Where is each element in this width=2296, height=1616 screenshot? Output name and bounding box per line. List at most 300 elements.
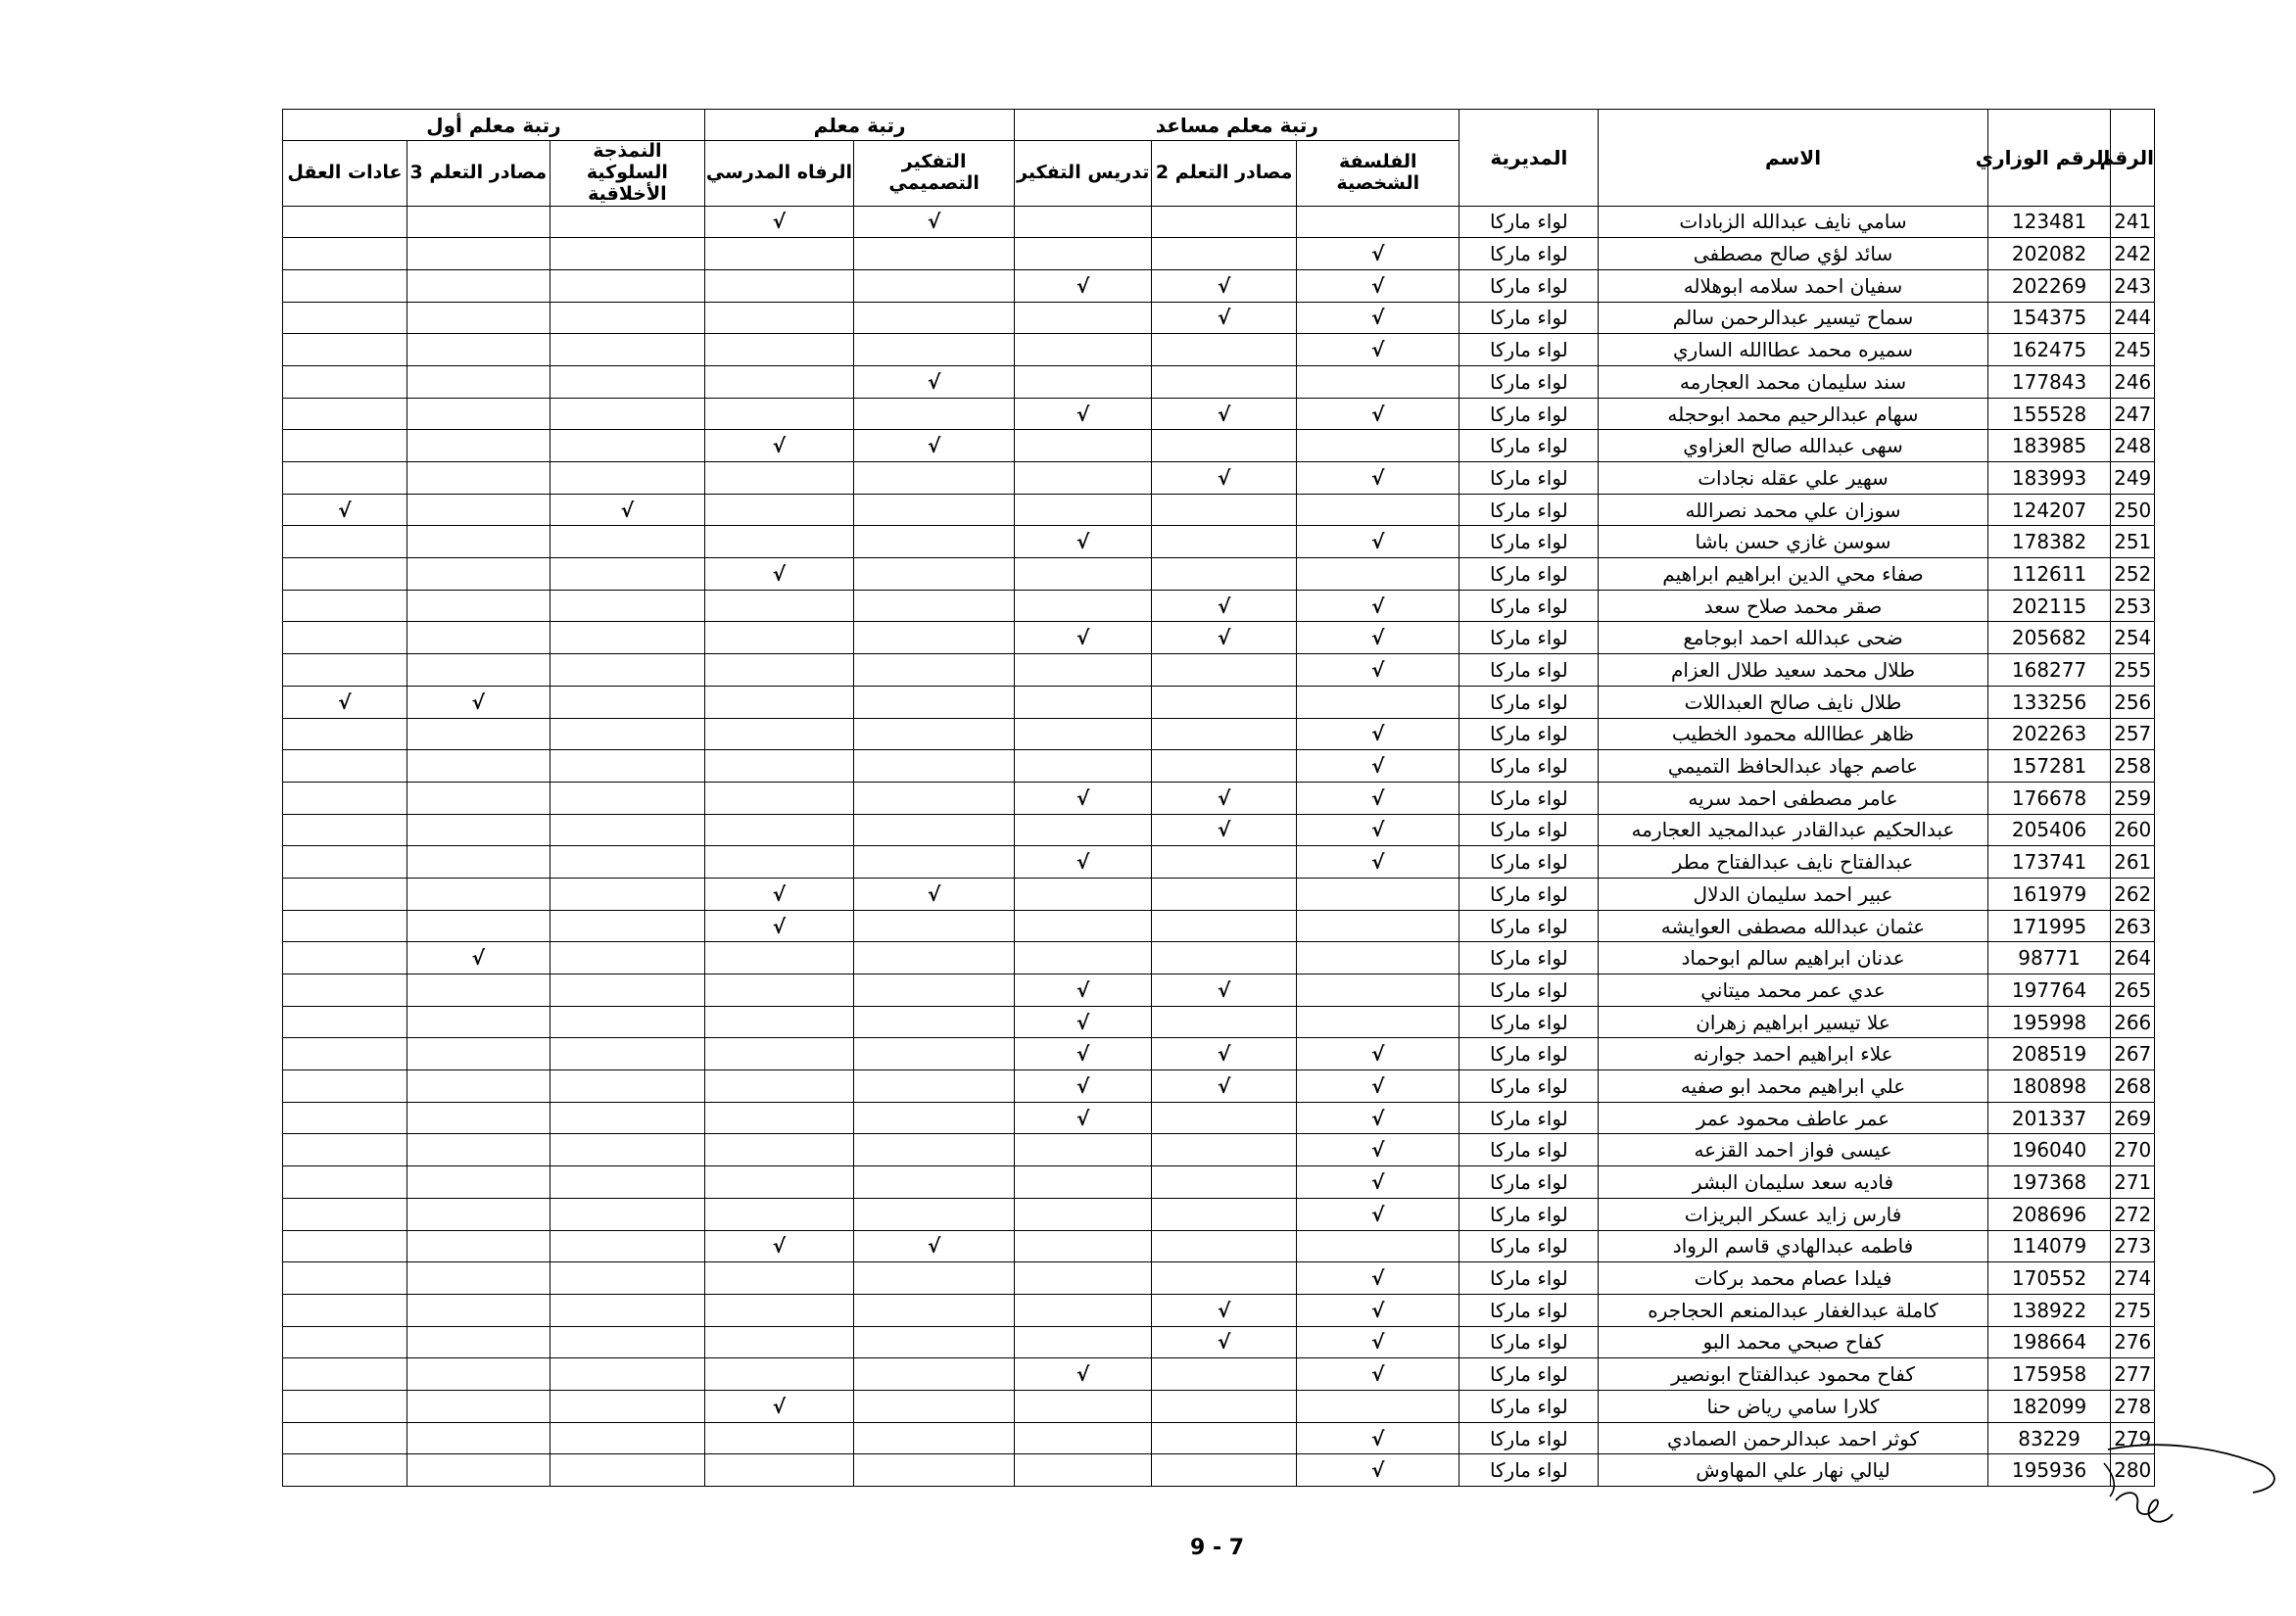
- cell-habits-of-mind: [283, 1102, 407, 1134]
- cell-number: 257: [2111, 718, 2155, 750]
- header-behavioral-modeling: النمذجة السلوكية الأخلاقية: [550, 141, 704, 207]
- cell-ministry-id: 195936: [1987, 1454, 2111, 1487]
- cell-ministry-id: 180898: [1987, 1070, 2111, 1103]
- cell-directorate: لواء ماركا: [1459, 206, 1599, 238]
- cell-directorate: لواء ماركا: [1459, 942, 1599, 974]
- cell-learning-resources-2: [1152, 430, 1297, 462]
- handwritten-signature: [2096, 1432, 2292, 1540]
- table-row: [283, 1454, 2155, 1487]
- table-row: [283, 686, 2155, 718]
- cell-learning-resources-3: [407, 878, 550, 910]
- cell-directorate: لواء ماركا: [1459, 238, 1599, 270]
- cell-habits-of-mind: [283, 1038, 407, 1070]
- cell-personal-philosophy: [1297, 910, 1459, 942]
- cell-directorate: لواء ماركا: [1459, 526, 1599, 558]
- cell-directorate: لواء ماركا: [1459, 782, 1599, 814]
- cell-learning-resources-3: [407, 1134, 550, 1166]
- cell-learning-resources-2: [1152, 334, 1297, 366]
- cell-design-thinking: [854, 782, 1015, 814]
- cell-school-wellbeing: [704, 686, 853, 718]
- table-row: [283, 1358, 2155, 1391]
- cell-name: طلال محمد سعيد طلال العزام: [1599, 654, 1987, 687]
- cell-name: سماح تيسير عبدالرحمن سالم: [1599, 302, 1987, 334]
- cell-teaching-thinking: [1015, 365, 1152, 398]
- cell-teaching-thinking: [1015, 718, 1152, 750]
- check-mark-personal-philosophy: √: [1297, 1262, 1459, 1295]
- cell-number: 258: [2111, 750, 2155, 783]
- cell-ministry-id: 195998: [1987, 1006, 2111, 1038]
- cell-directorate: لواء ماركا: [1459, 1038, 1599, 1070]
- cell-teaching-thinking: [1015, 1422, 1152, 1454]
- cell-number: 244: [2111, 302, 2155, 334]
- cell-learning-resources-3: [407, 1102, 550, 1134]
- cell-directorate: لواء ماركا: [1459, 302, 1599, 334]
- check-mark-learning-resources-2: √: [1152, 269, 1297, 302]
- cell-habits-of-mind: [283, 654, 407, 687]
- cell-number: 262: [2111, 878, 2155, 910]
- cell-ministry-id: 112611: [1987, 558, 2111, 591]
- cell-behavioral-modeling: [550, 462, 704, 495]
- header-group-first-teacher: رتبة معلم أول: [283, 110, 705, 141]
- check-mark-teaching-thinking: √: [1015, 269, 1152, 302]
- cell-behavioral-modeling: [550, 590, 704, 622]
- cell-name: عيسى فواز احمد القزعه: [1599, 1134, 1987, 1166]
- cell-number: 266: [2111, 1006, 2155, 1038]
- cell-teaching-thinking: [1015, 878, 1152, 910]
- cell-directorate: لواء ماركا: [1459, 1390, 1599, 1422]
- cell-teaching-thinking: [1015, 302, 1152, 334]
- cell-school-wellbeing: [704, 462, 853, 495]
- cell-number: 277: [2111, 1358, 2155, 1391]
- check-mark-teaching-thinking: √: [1015, 1038, 1152, 1070]
- cell-habits-of-mind: [283, 398, 407, 430]
- cell-number: 242: [2111, 238, 2155, 270]
- check-mark-learning-resources-2: √: [1152, 814, 1297, 846]
- cell-behavioral-modeling: [550, 526, 704, 558]
- table-row: [283, 974, 2155, 1007]
- header-name: الاسم: [1599, 110, 1987, 207]
- cell-behavioral-modeling: [550, 430, 704, 462]
- cell-behavioral-modeling: [550, 910, 704, 942]
- cell-habits-of-mind: [283, 1166, 407, 1199]
- cell-directorate: لواء ماركا: [1459, 1422, 1599, 1454]
- cell-name: صفاء محي الدين ابراهيم ابراهيم: [1599, 558, 1987, 591]
- check-mark-school-wellbeing: √: [704, 878, 853, 910]
- cell-school-wellbeing: [704, 1358, 853, 1391]
- cell-behavioral-modeling: [550, 269, 704, 302]
- check-mark-personal-philosophy: √: [1297, 398, 1459, 430]
- cell-personal-philosophy: [1297, 206, 1459, 238]
- cell-habits-of-mind: [283, 365, 407, 398]
- check-mark-learning-resources-2: √: [1152, 1070, 1297, 1103]
- cell-behavioral-modeling: [550, 334, 704, 366]
- cell-ministry-id: 197368: [1987, 1166, 2111, 1199]
- cell-learning-resources-3: [407, 1070, 550, 1103]
- cell-number: 256: [2111, 686, 2155, 718]
- cell-design-thinking: [854, 974, 1015, 1007]
- cell-directorate: لواء ماركا: [1459, 974, 1599, 1007]
- cell-personal-philosophy: [1297, 686, 1459, 718]
- cell-learning-resources-2: [1152, 1006, 1297, 1038]
- cell-teaching-thinking: [1015, 1166, 1152, 1199]
- header-group-teacher: رتبة معلم: [704, 110, 1014, 141]
- cell-learning-resources-2: [1152, 942, 1297, 974]
- check-mark-personal-philosophy: √: [1297, 654, 1459, 687]
- cell-ministry-id: 208519: [1987, 1038, 2111, 1070]
- cell-behavioral-modeling: [550, 1454, 704, 1487]
- cell-habits-of-mind: [283, 878, 407, 910]
- cell-number: 272: [2111, 1198, 2155, 1230]
- check-mark-personal-philosophy: √: [1297, 1358, 1459, 1391]
- cell-behavioral-modeling: [550, 878, 704, 910]
- table-row: [283, 1230, 2155, 1262]
- check-mark-personal-philosophy: √: [1297, 526, 1459, 558]
- cell-learning-resources-3: [407, 750, 550, 783]
- cell-behavioral-modeling: [550, 654, 704, 687]
- cell-habits-of-mind: [283, 334, 407, 366]
- cell-learning-resources-3: [407, 910, 550, 942]
- cell-ministry-id: 205682: [1987, 622, 2111, 654]
- cell-school-wellbeing: [704, 1294, 853, 1326]
- cell-habits-of-mind: [283, 1454, 407, 1487]
- check-mark-habits-of-mind: √: [283, 686, 407, 718]
- check-mark-school-wellbeing: √: [704, 910, 853, 942]
- cell-number: 265: [2111, 974, 2155, 1007]
- cell-school-wellbeing: [704, 302, 853, 334]
- cell-teaching-thinking: [1015, 590, 1152, 622]
- cell-behavioral-modeling: [550, 558, 704, 591]
- cell-behavioral-modeling: [550, 1198, 704, 1230]
- check-mark-learning-resources-3: √: [407, 942, 550, 974]
- check-mark-personal-philosophy: √: [1297, 1326, 1459, 1358]
- cell-teaching-thinking: [1015, 462, 1152, 495]
- cell-habits-of-mind: [283, 269, 407, 302]
- cell-name: سوسن غازي حسن باشا: [1599, 526, 1987, 558]
- cell-number: 250: [2111, 494, 2155, 526]
- cell-directorate: لواء ماركا: [1459, 1070, 1599, 1103]
- cell-behavioral-modeling: [550, 1166, 704, 1199]
- table-row: [283, 910, 2155, 942]
- cell-habits-of-mind: [283, 1358, 407, 1391]
- cell-learning-resources-3: [407, 718, 550, 750]
- cell-school-wellbeing: [704, 1006, 853, 1038]
- cell-learning-resources-3: [407, 398, 550, 430]
- cell-teaching-thinking: [1015, 430, 1152, 462]
- check-mark-teaching-thinking: √: [1015, 398, 1152, 430]
- cell-school-wellbeing: [704, 942, 853, 974]
- cell-name: فاطمه عبدالهادي قاسم الرواد: [1599, 1230, 1987, 1262]
- cell-teaching-thinking: [1015, 1198, 1152, 1230]
- cell-design-thinking: [854, 1038, 1015, 1070]
- cell-directorate: لواء ماركا: [1459, 1262, 1599, 1295]
- cell-school-wellbeing: [704, 1166, 853, 1199]
- cell-design-thinking: [854, 302, 1015, 334]
- cell-school-wellbeing: [704, 269, 853, 302]
- check-mark-learning-resources-2: √: [1152, 1294, 1297, 1326]
- cell-ministry-id: 161979: [1987, 878, 2111, 910]
- check-mark-learning-resources-2: √: [1152, 462, 1297, 495]
- cell-number: 259: [2111, 782, 2155, 814]
- cell-learning-resources-3: [407, 1038, 550, 1070]
- cell-design-thinking: [854, 238, 1015, 270]
- check-mark-teaching-thinking: √: [1015, 622, 1152, 654]
- check-mark-personal-philosophy: √: [1297, 750, 1459, 783]
- table-row: [283, 1038, 2155, 1070]
- table-row: [283, 1102, 2155, 1134]
- cell-school-wellbeing: [704, 814, 853, 846]
- cell-ministry-id: 98771: [1987, 942, 2111, 974]
- teachers-ranks-table: [282, 109, 2155, 1487]
- cell-personal-philosophy: [1297, 365, 1459, 398]
- cell-name: عمر عاطف محمود عمر: [1599, 1102, 1987, 1134]
- cell-name: سامي نايف عبدالله الزبادات: [1599, 206, 1987, 238]
- cell-learning-resources-2: [1152, 910, 1297, 942]
- cell-behavioral-modeling: [550, 1006, 704, 1038]
- header-school-wellbeing: الرفاه المدرسي: [704, 141, 853, 207]
- cell-ministry-id: 155528: [1987, 398, 2111, 430]
- cell-number: 279: [2111, 1422, 2155, 1454]
- cell-name: كاملة عبدالغفار عبدالمنعم الحجاجره: [1599, 1294, 1987, 1326]
- cell-design-thinking: [854, 558, 1015, 591]
- cell-learning-resources-2: [1152, 1166, 1297, 1199]
- cell-number: 253: [2111, 590, 2155, 622]
- cell-school-wellbeing: [704, 1134, 853, 1166]
- cell-number: 274: [2111, 1262, 2155, 1295]
- cell-name: طلال نايف صالح العبداللات: [1599, 686, 1987, 718]
- cell-learning-resources-3: [407, 1262, 550, 1295]
- cell-behavioral-modeling: [550, 942, 704, 974]
- cell-teaching-thinking: [1015, 1262, 1152, 1295]
- cell-learning-resources-2: [1152, 558, 1297, 591]
- cell-behavioral-modeling: [550, 846, 704, 879]
- cell-name: علاء ابراهيم احمد جوارنه: [1599, 1038, 1987, 1070]
- table-row: [283, 494, 2155, 526]
- cell-number: 255: [2111, 654, 2155, 687]
- cell-learning-resources-2: [1152, 1390, 1297, 1422]
- cell-design-thinking: [854, 398, 1015, 430]
- check-mark-school-wellbeing: √: [704, 430, 853, 462]
- cell-directorate: لواء ماركا: [1459, 558, 1599, 591]
- cell-school-wellbeing: [704, 1070, 853, 1103]
- cell-school-wellbeing: [704, 365, 853, 398]
- cell-school-wellbeing: [704, 782, 853, 814]
- cell-behavioral-modeling: [550, 814, 704, 846]
- cell-behavioral-modeling: [550, 238, 704, 270]
- cell-teaching-thinking: [1015, 814, 1152, 846]
- check-mark-personal-philosophy: √: [1297, 846, 1459, 879]
- cell-ministry-id: 171995: [1987, 910, 2111, 942]
- cell-name: كوثر احمد عبدالرحمن الصمادي: [1599, 1422, 1987, 1454]
- header-learning-resources-2: مصادر التعلم 2: [1152, 141, 1297, 207]
- cell-behavioral-modeling: [550, 302, 704, 334]
- cell-school-wellbeing: [704, 1102, 853, 1134]
- cell-learning-resources-3: [407, 1326, 550, 1358]
- cell-name: كفاح محمود عبدالفتاح ابونصير: [1599, 1358, 1987, 1391]
- check-mark-learning-resources-2: √: [1152, 398, 1297, 430]
- cell-behavioral-modeling: [550, 1038, 704, 1070]
- table-row: [283, 302, 2155, 334]
- cell-learning-resources-3: [407, 1006, 550, 1038]
- cell-learning-resources-3: [407, 494, 550, 526]
- cell-design-thinking: [854, 1326, 1015, 1358]
- cell-learning-resources-3: [407, 590, 550, 622]
- cell-design-thinking: [854, 590, 1015, 622]
- cell-learning-resources-3: [407, 974, 550, 1007]
- cell-learning-resources-3: [407, 462, 550, 495]
- cell-directorate: لواء ماركا: [1459, 910, 1599, 942]
- check-mark-learning-resources-2: √: [1152, 1038, 1297, 1070]
- cell-number: 280: [2111, 1454, 2155, 1487]
- check-mark-school-wellbeing: √: [704, 1230, 853, 1262]
- cell-school-wellbeing: [704, 590, 853, 622]
- cell-ministry-id: 177843: [1987, 365, 2111, 398]
- header-personal-philosophy: الفلسفة الشخصية: [1297, 141, 1459, 207]
- cell-learning-resources-3: [407, 365, 550, 398]
- cell-name: صقر محمد صلاح سعد: [1599, 590, 1987, 622]
- cell-teaching-thinking: [1015, 1230, 1152, 1262]
- cell-personal-philosophy: [1297, 1390, 1459, 1422]
- table-row: [283, 750, 2155, 783]
- cell-learning-resources-3: [407, 654, 550, 687]
- cell-design-thinking: [854, 1102, 1015, 1134]
- cell-number: 271: [2111, 1166, 2155, 1199]
- cell-learning-resources-2: [1152, 718, 1297, 750]
- cell-learning-resources-3: [407, 558, 550, 591]
- cell-habits-of-mind: [283, 1390, 407, 1422]
- cell-learning-resources-2: [1152, 1454, 1297, 1487]
- table-row: [283, 238, 2155, 270]
- cell-directorate: لواء ماركا: [1459, 365, 1599, 398]
- check-mark-personal-philosophy: √: [1297, 1422, 1459, 1454]
- cell-name: سهام عبدالرحيم محمد ابوحجله: [1599, 398, 1987, 430]
- cell-behavioral-modeling: [550, 1326, 704, 1358]
- cell-ministry-id: 154375: [1987, 302, 2111, 334]
- cell-name: ضحى عبدالله احمد ابوجامع: [1599, 622, 1987, 654]
- cell-behavioral-modeling: [550, 1262, 704, 1295]
- check-mark-behavioral-modeling: √: [550, 494, 704, 526]
- check-mark-school-wellbeing: √: [704, 558, 853, 591]
- cell-directorate: لواء ماركا: [1459, 334, 1599, 366]
- cell-directorate: لواء ماركا: [1459, 1166, 1599, 1199]
- cell-habits-of-mind: [283, 430, 407, 462]
- cell-school-wellbeing: [704, 1198, 853, 1230]
- cell-design-thinking: [854, 1006, 1015, 1038]
- cell-directorate: لواء ماركا: [1459, 814, 1599, 846]
- check-mark-design-thinking: √: [854, 206, 1015, 238]
- check-mark-habits-of-mind: √: [283, 494, 407, 526]
- cell-design-thinking: [854, 814, 1015, 846]
- check-mark-school-wellbeing: √: [704, 206, 853, 238]
- cell-learning-resources-2: [1152, 846, 1297, 879]
- cell-number: 248: [2111, 430, 2155, 462]
- cell-learning-resources-2: [1152, 686, 1297, 718]
- cell-directorate: لواء ماركا: [1459, 1454, 1599, 1487]
- cell-name: علي ابراهيم محمد ابو صفيه: [1599, 1070, 1987, 1103]
- cell-ministry-id: 133256: [1987, 686, 2111, 718]
- cell-teaching-thinking: [1015, 238, 1152, 270]
- cell-teaching-thinking: [1015, 750, 1152, 783]
- cell-behavioral-modeling: [550, 782, 704, 814]
- cell-design-thinking: [854, 1262, 1015, 1295]
- cell-number: 268: [2111, 1070, 2155, 1103]
- cell-design-thinking: [854, 526, 1015, 558]
- cell-number: 270: [2111, 1134, 2155, 1166]
- cell-ministry-id: 162475: [1987, 334, 2111, 366]
- cell-learning-resources-3: [407, 1198, 550, 1230]
- cell-number: 260: [2111, 814, 2155, 846]
- cell-name: فارس زايد عسكر البريزات: [1599, 1198, 1987, 1230]
- cell-name: عاصم جهاد عبدالحافظ التميمي: [1599, 750, 1987, 783]
- cell-name: سائد لؤي صالح مصطفى: [1599, 238, 1987, 270]
- cell-personal-philosophy: [1297, 558, 1459, 591]
- cell-number: 263: [2111, 910, 2155, 942]
- check-mark-personal-philosophy: √: [1297, 334, 1459, 366]
- cell-design-thinking: [854, 462, 1015, 495]
- cell-design-thinking: [854, 1294, 1015, 1326]
- check-mark-personal-philosophy: √: [1297, 1134, 1459, 1166]
- cell-design-thinking: [854, 942, 1015, 974]
- cell-school-wellbeing: [704, 238, 853, 270]
- check-mark-design-thinking: √: [854, 1230, 1015, 1262]
- cell-design-thinking: [854, 494, 1015, 526]
- check-mark-personal-philosophy: √: [1297, 1294, 1459, 1326]
- document-table-container: [282, 109, 2155, 1487]
- cell-ministry-id: 176678: [1987, 782, 2111, 814]
- cell-habits-of-mind: [283, 1134, 407, 1166]
- cell-directorate: لواء ماركا: [1459, 430, 1599, 462]
- check-mark-personal-philosophy: √: [1297, 1070, 1459, 1103]
- cell-number: 254: [2111, 622, 2155, 654]
- check-mark-design-thinking: √: [854, 365, 1015, 398]
- cell-directorate: لواء ماركا: [1459, 846, 1599, 879]
- table-row: [283, 269, 2155, 302]
- cell-personal-philosophy: [1297, 430, 1459, 462]
- cell-school-wellbeing: [704, 1454, 853, 1487]
- cell-ministry-id: 196040: [1987, 1134, 2111, 1166]
- cell-school-wellbeing: [704, 526, 853, 558]
- check-mark-learning-resources-2: √: [1152, 974, 1297, 1007]
- cell-habits-of-mind: [283, 1006, 407, 1038]
- cell-design-thinking: [854, 1198, 1015, 1230]
- check-mark-school-wellbeing: √: [704, 1390, 853, 1422]
- cell-learning-resources-3: [407, 846, 550, 879]
- check-mark-learning-resources-2: √: [1152, 622, 1297, 654]
- cell-directorate: لواء ماركا: [1459, 462, 1599, 495]
- cell-personal-philosophy: [1297, 1006, 1459, 1038]
- cell-teaching-thinking: [1015, 686, 1152, 718]
- cell-name: سميره محمد عطاالله الساري: [1599, 334, 1987, 366]
- cell-behavioral-modeling: [550, 1358, 704, 1391]
- cell-school-wellbeing: [704, 1038, 853, 1070]
- cell-ministry-id: 202263: [1987, 718, 2111, 750]
- cell-name: سوزان علي محمد نصرالله: [1599, 494, 1987, 526]
- cell-directorate: لواء ماركا: [1459, 1326, 1599, 1358]
- check-mark-personal-philosophy: √: [1297, 302, 1459, 334]
- table-row: [283, 1294, 2155, 1326]
- cell-school-wellbeing: [704, 398, 853, 430]
- cell-number: 243: [2111, 269, 2155, 302]
- cell-number: 245: [2111, 334, 2155, 366]
- header-directorate: المديرية: [1459, 110, 1599, 207]
- cell-directorate: لواء ماركا: [1459, 750, 1599, 783]
- cell-design-thinking: [854, 750, 1015, 783]
- cell-habits-of-mind: [283, 590, 407, 622]
- cell-habits-of-mind: [283, 1230, 407, 1262]
- table-row: [283, 942, 2155, 974]
- cell-learning-resources-2: [1152, 1422, 1297, 1454]
- cell-number: 275: [2111, 1294, 2155, 1326]
- cell-design-thinking: [854, 686, 1015, 718]
